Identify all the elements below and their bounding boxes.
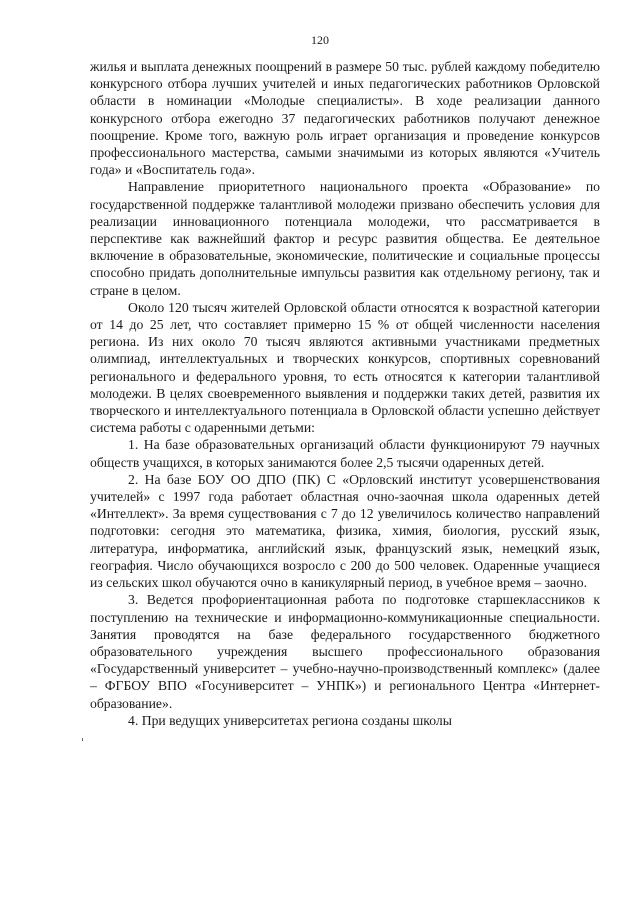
list-item-1-scientific-societies: 1. На базе образовательных организаций области функционируют 79 научных обществ учащихся, в которых занимаются более 2,5 тысячи одаренных детей. — [90, 437, 600, 470]
list-item-3-career-guidance: 3. Ведется профориентационная работа по подготовке старшеклассников к поступлению на технические и информационно-коммуникационные специальности. Занятия проводятся на базе федерального государственного бюджетного образовательного учреждения высшего профессионального образования «Государственный университет – учебно-научно-производственный комплекс» (далее – ФГБОУ ВПО «Госуниверситет – УНПК») и регионального Центра «Интернет-образование». — [90, 592, 600, 711]
page-number: 120 — [311, 33, 329, 47]
paragraph-talented-youth-project: Направление приоритетного национального проекта «Образование» по государственной поддержке талантливой молодежи призвано обеспечить условия для реализации инновационного потенциала молодежи, что рассматривается в перспективе как важнейший фактор и ресурс развития общества. Ее деятельное включение в образовательные, экономические, политические и социальные процессы способно придать дополнительные импульсы развития как отдельному региону, так и стране в целом. — [90, 179, 600, 298]
margin-mark — [82, 738, 83, 741]
paragraph-continuation: жилья и выплата денежных поощрений в размере 50 тыс. рублей каждому победителю конкурсного отбора лучших учителей и иных педагогических работников Орловской области в номинации «Молодые специалисты». В ходе реализации данного конкурсного отбора ежегодно 37 педагогических работников получают денежное поощрение. Кроме того, важную роль играет организация и проведение конкурсов профессионального мастерства, самыми значимыми из которых являются «Учитель года» и «Воспитатель года». — [90, 59, 600, 178]
paragraph-youth-statistics: Около 120 тысяч жителей Орловской области относятся к возрастной категории от 14 до 25 лет, что составляет примерно 15 % от общей численности населения региона. Из них около 70 тысяч являются активными участниками предметных олимпиад, интеллектуальных и творческих конкурсов, спортивных соревнований регионального и федерального уровня, то есть относятся к категории талантливой молодежи. В целях своевременного выявления и поддержки таких детей, развития их творческого и интеллектуального потенциала в Орловской области успешно действует система работы с одаренными детьми: — [90, 299, 600, 436]
document-body — [90, 58, 600, 729]
list-item-2-intellect-school: 2. На базе БОУ ОО ДПО (ПК) С «Орловский институт усовершенствования учителей» с 1997 года работает областная очно-заочная школа одаренных детей «Интеллект». За время существования с 7 до 12 увеличилось количество направлений подготовки: сегодня это математика, физика, химия, биология, русский язык, литература, информатика, английский язык, французский язык, немецкий язык, география. Число обучающихся возросло с 200 до 500 человек. Одаренные учащиеся из сельских школ обучаются очно в каникулярный период, в учебное время – заочно. — [90, 471, 600, 591]
list-item-4-university-schools: 4. При ведущих университетах региона созданы школы — [128, 712, 452, 728]
